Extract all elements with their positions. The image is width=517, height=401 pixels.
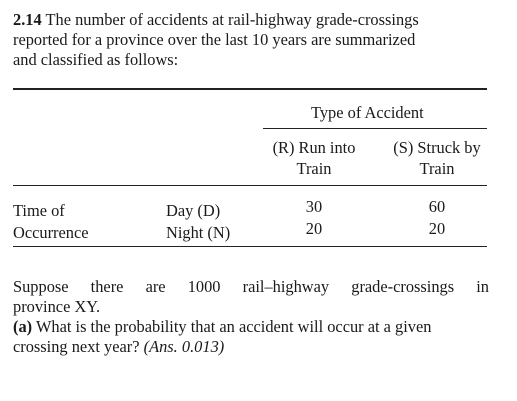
followup-line-1: Suppose there are 1000 rail–highway grade-crossings in: [13, 277, 489, 296]
table-top-rule: [13, 88, 487, 90]
table-spanner-header: Type of Accident: [311, 103, 424, 122]
followup-statement: [13, 277, 489, 357]
row-label-night: Night (N): [166, 223, 231, 242]
column-header-s-line2: Train: [419, 159, 455, 178]
part-a-line-2: [13, 337, 489, 357]
problem-statement: [13, 10, 496, 70]
part-a-answer: (Ans. 0.013): [143, 337, 225, 356]
spanner-rule: [263, 128, 487, 129]
problem-intro-line-1: The number of accidents at rail-highway grade-crossings: [45, 10, 419, 29]
cell-night-r: 20: [305, 219, 323, 238]
problem-intro-line-2: reported for a province over the last 10 years are summarized: [13, 30, 416, 49]
followup-line-2: province XY.: [13, 297, 101, 316]
column-header-r-line2: Train: [296, 159, 332, 178]
row-group-label-line2: Occurrence: [13, 223, 89, 242]
cell-day-r: 30: [305, 197, 323, 216]
part-a-question-line-2: crossing next year?: [13, 337, 140, 356]
row-group-label-line1: Time of: [13, 201, 65, 220]
column-header-r-line1: (R) Run into: [272, 138, 356, 157]
column-header-s-line1: (S) Struck by: [393, 138, 481, 157]
problem-line-1: [13, 10, 496, 30]
row-label-day: Day (D): [166, 201, 221, 220]
problem-number: 2.14: [13, 10, 42, 29]
part-a-question-line-1: What is the probability that an accident will occur at a given: [35, 317, 432, 336]
cell-day-s: 60: [428, 197, 446, 216]
problem-intro-line-3: and classified as follows:: [13, 50, 179, 69]
part-a-label: (a): [13, 317, 33, 336]
part-a-line-1: [13, 317, 489, 337]
cell-night-s: 20: [428, 219, 446, 238]
table-bottom-rule: [13, 246, 487, 247]
header-bottom-rule: [13, 185, 487, 186]
